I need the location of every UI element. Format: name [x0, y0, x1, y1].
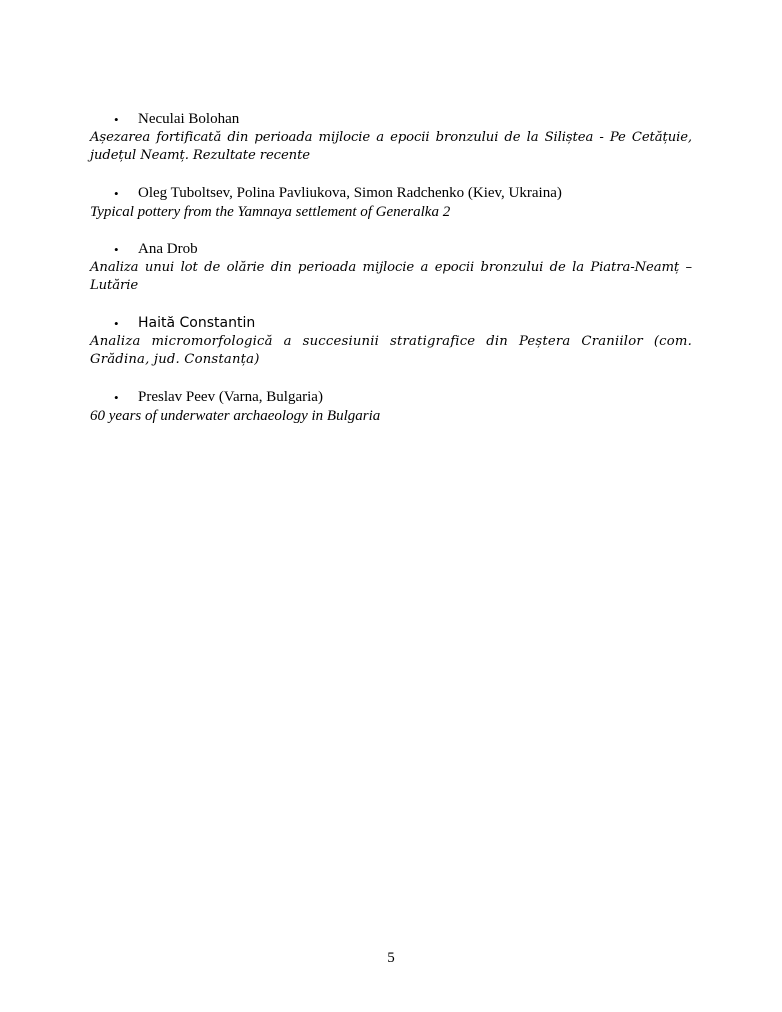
list-item	[90, 314, 692, 369]
author-line	[90, 240, 692, 259]
bullet-icon: •	[114, 112, 119, 127]
bullet-icon: •	[114, 390, 119, 405]
presentation-title: 60 years of underwater archaeology in Bulgaria	[90, 408, 381, 424]
presentation-title: Typical pottery from the Yamnaya settlement of Generalka 2	[90, 204, 451, 220]
page-number: 5	[387, 950, 395, 966]
author-name: Preslav Peev (Varna, Bulgaria)	[138, 389, 323, 405]
list-item	[90, 184, 692, 221]
bullet-icon: •	[114, 186, 119, 201]
author-name: Haită Constantin	[138, 315, 256, 331]
author-name: Oleg Tuboltsev, Polina Pavliukova, Simon Radchenko (Kiev, Ukraina)	[138, 185, 562, 201]
author-line	[90, 184, 692, 203]
author-name: Ana Drob	[138, 241, 198, 257]
presentation-title: Așezarea fortificată din perioada mijlocie a epocii bronzului de la Siliștea - Pe Cetățuie, județul Neamț. Rezultate recente	[90, 130, 692, 163]
presentation-title: Analiza unui lot de olărie din perioada mijlocie a epocii bronzului de la Piatra-Neamț – Lutărie	[90, 260, 692, 293]
presentation-title: Analiza micromorfologică a succesiunii stratigrafice din Peștera Craniilor (com. Grădina, jud. Constanța)	[90, 334, 692, 367]
list-item	[90, 110, 692, 165]
author-name: Neculai Bolohan	[138, 111, 240, 127]
list-item	[90, 240, 692, 295]
bullet-icon: •	[114, 242, 119, 257]
list-item	[90, 388, 692, 425]
presentation-list	[90, 110, 692, 444]
author-line	[90, 388, 692, 407]
author-line	[90, 110, 692, 129]
author-line	[90, 314, 692, 333]
bullet-icon: •	[114, 316, 119, 331]
